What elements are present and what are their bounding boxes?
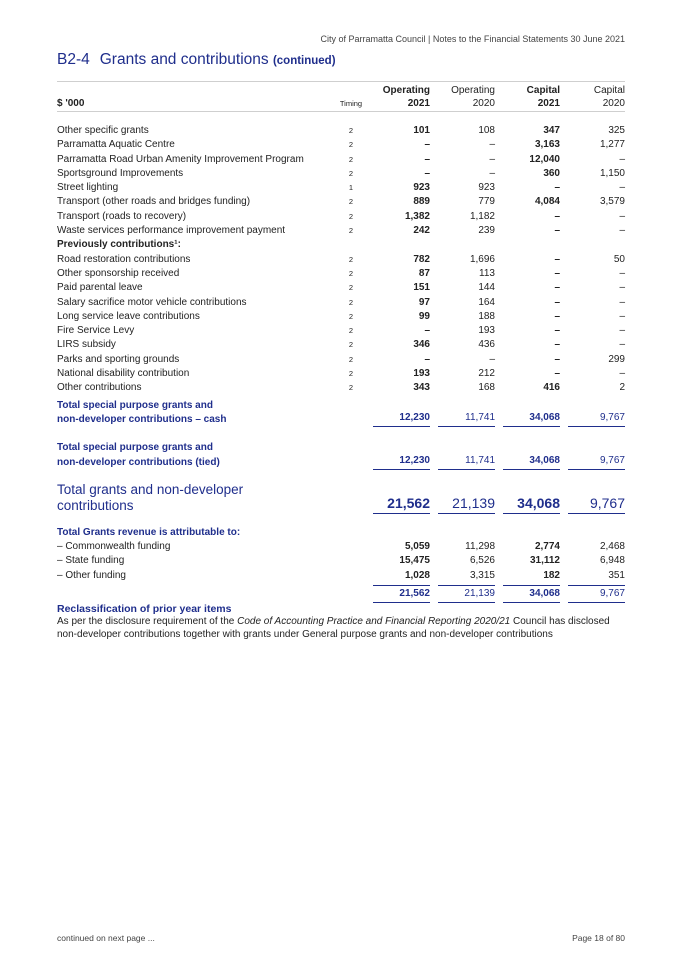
continued-footer: continued on next page ...: [57, 933, 155, 943]
table-row: Parramatta Aquatic Centre 2 – – 3,163 1,277: [57, 139, 625, 151]
section-number: B2-4: [57, 51, 90, 68]
table-row: – Other funding 1,028 3,315 182 351: [57, 569, 625, 581]
running-header: City of Parramatta Council | Notes to the Financial Statements 30 June 2021: [320, 34, 625, 44]
table-row: Other contributions 2 343 168 416 2: [57, 382, 625, 394]
reclassification-heading: Reclassification of prior year items: [57, 603, 232, 615]
table-row: LIRS subsidy 2 346 436 – –: [57, 339, 625, 351]
previously-contributions-heading: Previously contributions¹:: [57, 239, 181, 251]
page-number: Page 18 of 80: [572, 933, 625, 943]
table-row: Waste services performance improvement payment 2 242 239 – –: [57, 225, 625, 237]
table-row: National disability contribution 2 193 212 – –: [57, 368, 625, 380]
total-cash-row: Total special purpose grants and non-developer contributions – cash 12,230 11,741 34,068 9,767: [57, 396, 625, 428]
total-tied-row: Total special purpose grants and non-developer contributions (tied) 12,230 11,741 34,068 9,767: [57, 427, 625, 470]
reclassification-note: [57, 603, 632, 641]
grants-table-wrapper: [57, 81, 625, 603]
units-header: $ '000: [57, 82, 337, 112]
table-row: Salary sacrifice motor vehicle contributions 2 97 164 – –: [57, 296, 625, 308]
attributable-heading: Total Grants revenue is attributable to:: [57, 526, 241, 538]
grand-total-row: Total grants and non-developer contributions 21,562 21,139 34,068 9,767: [57, 481, 625, 513]
continued-label: (continued): [272, 55, 336, 67]
table-row: Road restoration contributions 2 782 1,696 – 50: [57, 253, 625, 265]
table-row: – State funding 15,475 6,526 31,112 6,948: [57, 555, 625, 567]
table-row: Long service leave contributions 2 99 188 – –: [57, 310, 625, 322]
col-operating-2021: Operating 2021: [365, 82, 430, 112]
col-capital-2021: Capital 2021: [495, 82, 560, 112]
table-row: Paid parental leave 2 151 144 – –: [57, 282, 625, 294]
table-row: Transport (other roads and bridges funding) 2 889 779 4,084 3,579: [57, 196, 625, 208]
table-row: Other specific grants 2 101 108 347 325: [57, 125, 625, 136]
grants-table: [57, 82, 625, 603]
section-title: [57, 51, 336, 69]
table-row: Transport (roads to recovery) 2 1,382 1,182 – –: [57, 210, 625, 222]
section-title-text: Grants and contributions: [99, 51, 269, 68]
timing-header: Timing: [337, 82, 365, 112]
table-header-row: [57, 82, 625, 112]
table-row: – Commonwealth funding 5,059 11,298 2,774 2,468: [57, 541, 625, 553]
table-row: Street lighting 1 923 923 – –: [57, 182, 625, 194]
table-row: Parramatta Road Urban Amenity Improvement Program 2 – – 12,040 –: [57, 153, 625, 165]
table-row: Parks and sporting grounds 2 – – – 299: [57, 353, 625, 365]
table-row: Fire Service Levy 2 – 193 – –: [57, 325, 625, 337]
table-row: Other sponsorship received 2 87 113 – –: [57, 267, 625, 279]
attributable-total-row: 21,562 21,139 34,068 9,767: [57, 583, 625, 603]
table-row: Sportsground Improvements 2 – – 360 1,150: [57, 167, 625, 179]
col-capital-2020: Capital 2020: [560, 82, 625, 112]
reclassification-text: As per the disclosure requirement of the Code of Accounting Practice and Financial Reporting 2020/21 Council has disclosed non-developer contributions together with grants under General purpose grants and non-developer contributions: [57, 616, 610, 640]
col-operating-2020: Operating 2020: [430, 82, 495, 112]
